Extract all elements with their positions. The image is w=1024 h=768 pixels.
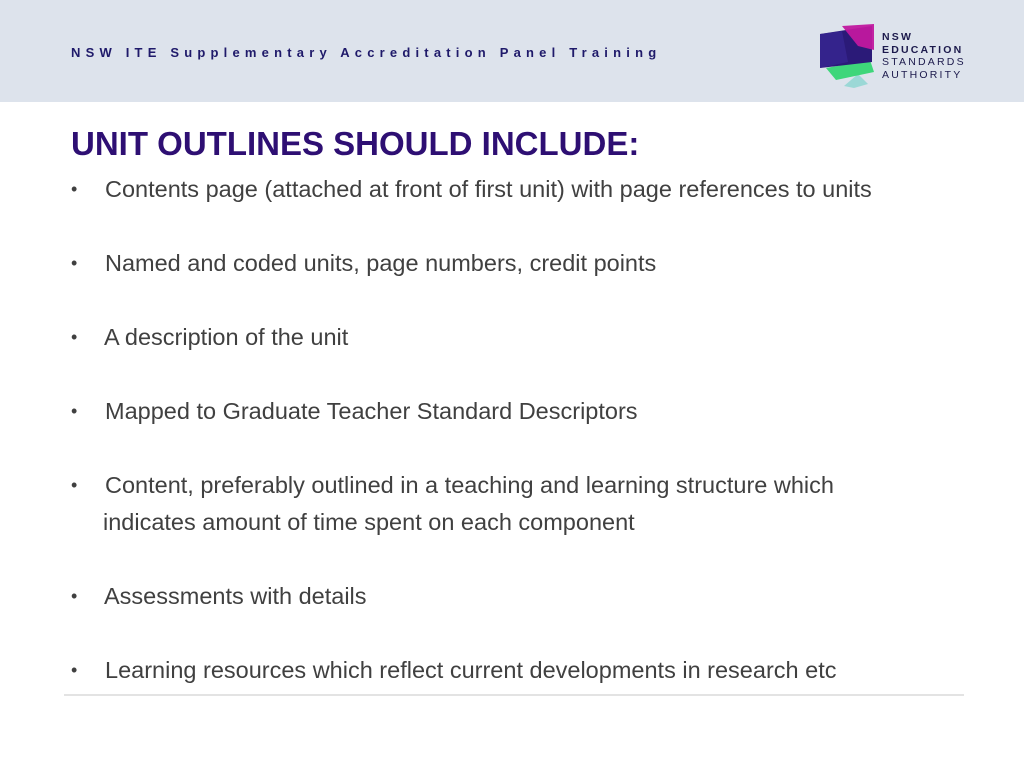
logo-line-nsw: NSW [882, 31, 914, 43]
logo-line-education: EDUCATION [882, 43, 964, 56]
slide-header [0, 0, 1024, 102]
logo-line-authority: AUTHORITY [882, 68, 963, 81]
bullet-marker: • [71, 253, 78, 273]
presentation-title: NSW ITE Supplementary Accreditation Panel Training [71, 45, 662, 60]
logo-wordmark [882, 31, 966, 81]
bullet-marker: • [71, 401, 78, 421]
bullet-text: Assessments with details [104, 583, 367, 609]
bullet-marker: • [71, 179, 78, 199]
nesa-logo [818, 22, 978, 90]
bullet-text: Mapped to Graduate Teacher Standard Descriptors [105, 398, 638, 424]
bullet-marker: • [71, 475, 78, 495]
bullet-text-continuation: indicates amount of time spent on each component [103, 509, 635, 535]
bullet-marker: • [71, 586, 78, 606]
bullet-marker: • [71, 660, 78, 680]
footer-divider [64, 694, 964, 696]
bullet-text: Content, preferably outlined in a teaching and learning structure which [105, 472, 834, 498]
logo-line-standards: STANDARDS [882, 56, 966, 68]
bullet-text: Named and coded units, page numbers, credit points [105, 250, 657, 276]
bullet-text: Contents page (attached at front of first unit) with page references to units [105, 176, 872, 202]
slide-title: UNIT OUTLINES SHOULD INCLUDE: [71, 125, 640, 162]
bullet-text: A description of the unit [104, 324, 349, 350]
nesa-logo-mark-icon [818, 22, 880, 90]
bullet-marker: • [71, 327, 78, 347]
bullet-text: Learning resources which reflect current developments in research etc [105, 657, 837, 683]
